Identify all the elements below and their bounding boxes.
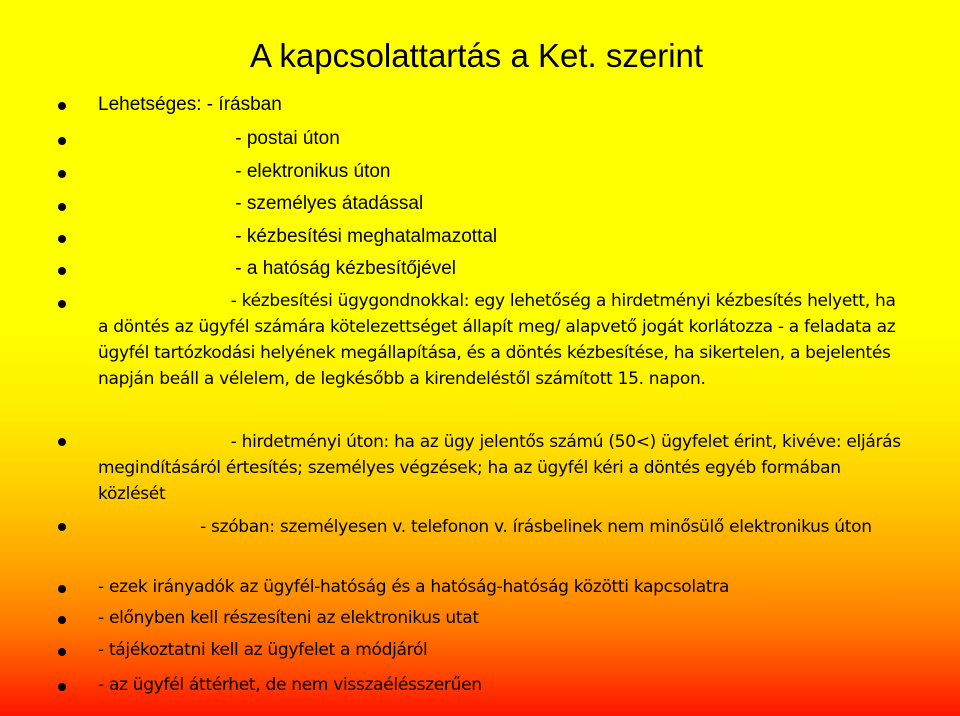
bullet-item-atterhet — [98, 672, 908, 698]
bullet-text: - előnyben kell részesíteni az elektronikus utat — [98, 608, 479, 628]
bullet-text: - személyes átadással — [98, 193, 424, 214]
bullet-item-elonyben — [98, 605, 908, 631]
bullet-text: - hirdetményi úton: ha az ügy jelentős számú (50<) ügyfelet érint, kivéve: eljárás megindításáról értesítés; személyes végzések; ha az ügyfél kéri a döntés egyéb formában közlését — [98, 432, 906, 504]
bullet-dot — [58, 267, 66, 275]
bullet-text: - kézbesítési meghatalmazottal — [98, 226, 498, 247]
bullet-dot — [58, 102, 66, 110]
bullet-dot — [58, 523, 66, 531]
bullet-dot — [58, 300, 66, 308]
bullet-item-szemelyes — [98, 191, 908, 217]
bullet-dot — [58, 438, 66, 446]
bullet-item-szoban — [98, 514, 908, 540]
bullet-text: - kézbesítési ügygondnokkal: egy lehetőség a hirdetményi kézbesítés helyett, ha a döntés az ügyfél számára kötelezettséget állapít meg/ alapvető jogát korlátozza - a feladata az ügyfél tartózkodási helyének megállapítása, és a döntés kézbesítése, ha sikertelen, a bejelentés napján beáll a vélelem, de legkésőbb a kirendeléstől számított 15. napon. — [98, 291, 901, 389]
bullet-text: - a hatóság kézbesítőjével — [98, 258, 456, 279]
bullet-text: Lehetséges: - írásban — [98, 94, 282, 115]
bullet-dot — [58, 585, 66, 593]
bullet-item-tajekoztatni — [98, 637, 908, 663]
bullet-text: - az ügyfél áttérhet, de nem visszaélésszerűen — [98, 675, 482, 695]
bullet-text: - ezek irányadók az ügyfél-hatóság és a hatóság-hatóság közötti kapcsolatra — [98, 577, 730, 597]
bullet-text: - tájékoztatni kell az ügyfelet a módjáról — [98, 640, 428, 660]
bullet-dot — [58, 203, 66, 211]
bullet-dot — [58, 137, 66, 145]
bullet-dot — [58, 616, 66, 624]
bullet-item-kezbesito — [98, 256, 908, 282]
bullet-item-meghatalmazott — [98, 224, 908, 250]
bullet-item-iranyadok — [98, 574, 908, 600]
bullet-dot — [58, 170, 66, 178]
bullet-dot — [58, 235, 66, 243]
bullet-dot — [58, 683, 66, 691]
bullet-item-ugygondnok — [98, 288, 908, 392]
bullet-text: - postai úton — [98, 128, 340, 149]
bullet-dot — [58, 648, 66, 656]
bullet-item-elektronikus — [98, 159, 908, 185]
bullet-item-postai — [98, 126, 908, 152]
bullet-text: - szóban: személyesen v. telefonon v. írásbelinek nem minősülő elektronikus úton — [98, 517, 872, 537]
bullet-item-hirdetmenyi — [98, 429, 908, 507]
bullet-item-lehetseges — [98, 92, 908, 118]
slide-title: A kapcsolattartás a Ket. szerint — [250, 37, 704, 74]
bullet-text: - elektronikus úton — [98, 161, 391, 182]
